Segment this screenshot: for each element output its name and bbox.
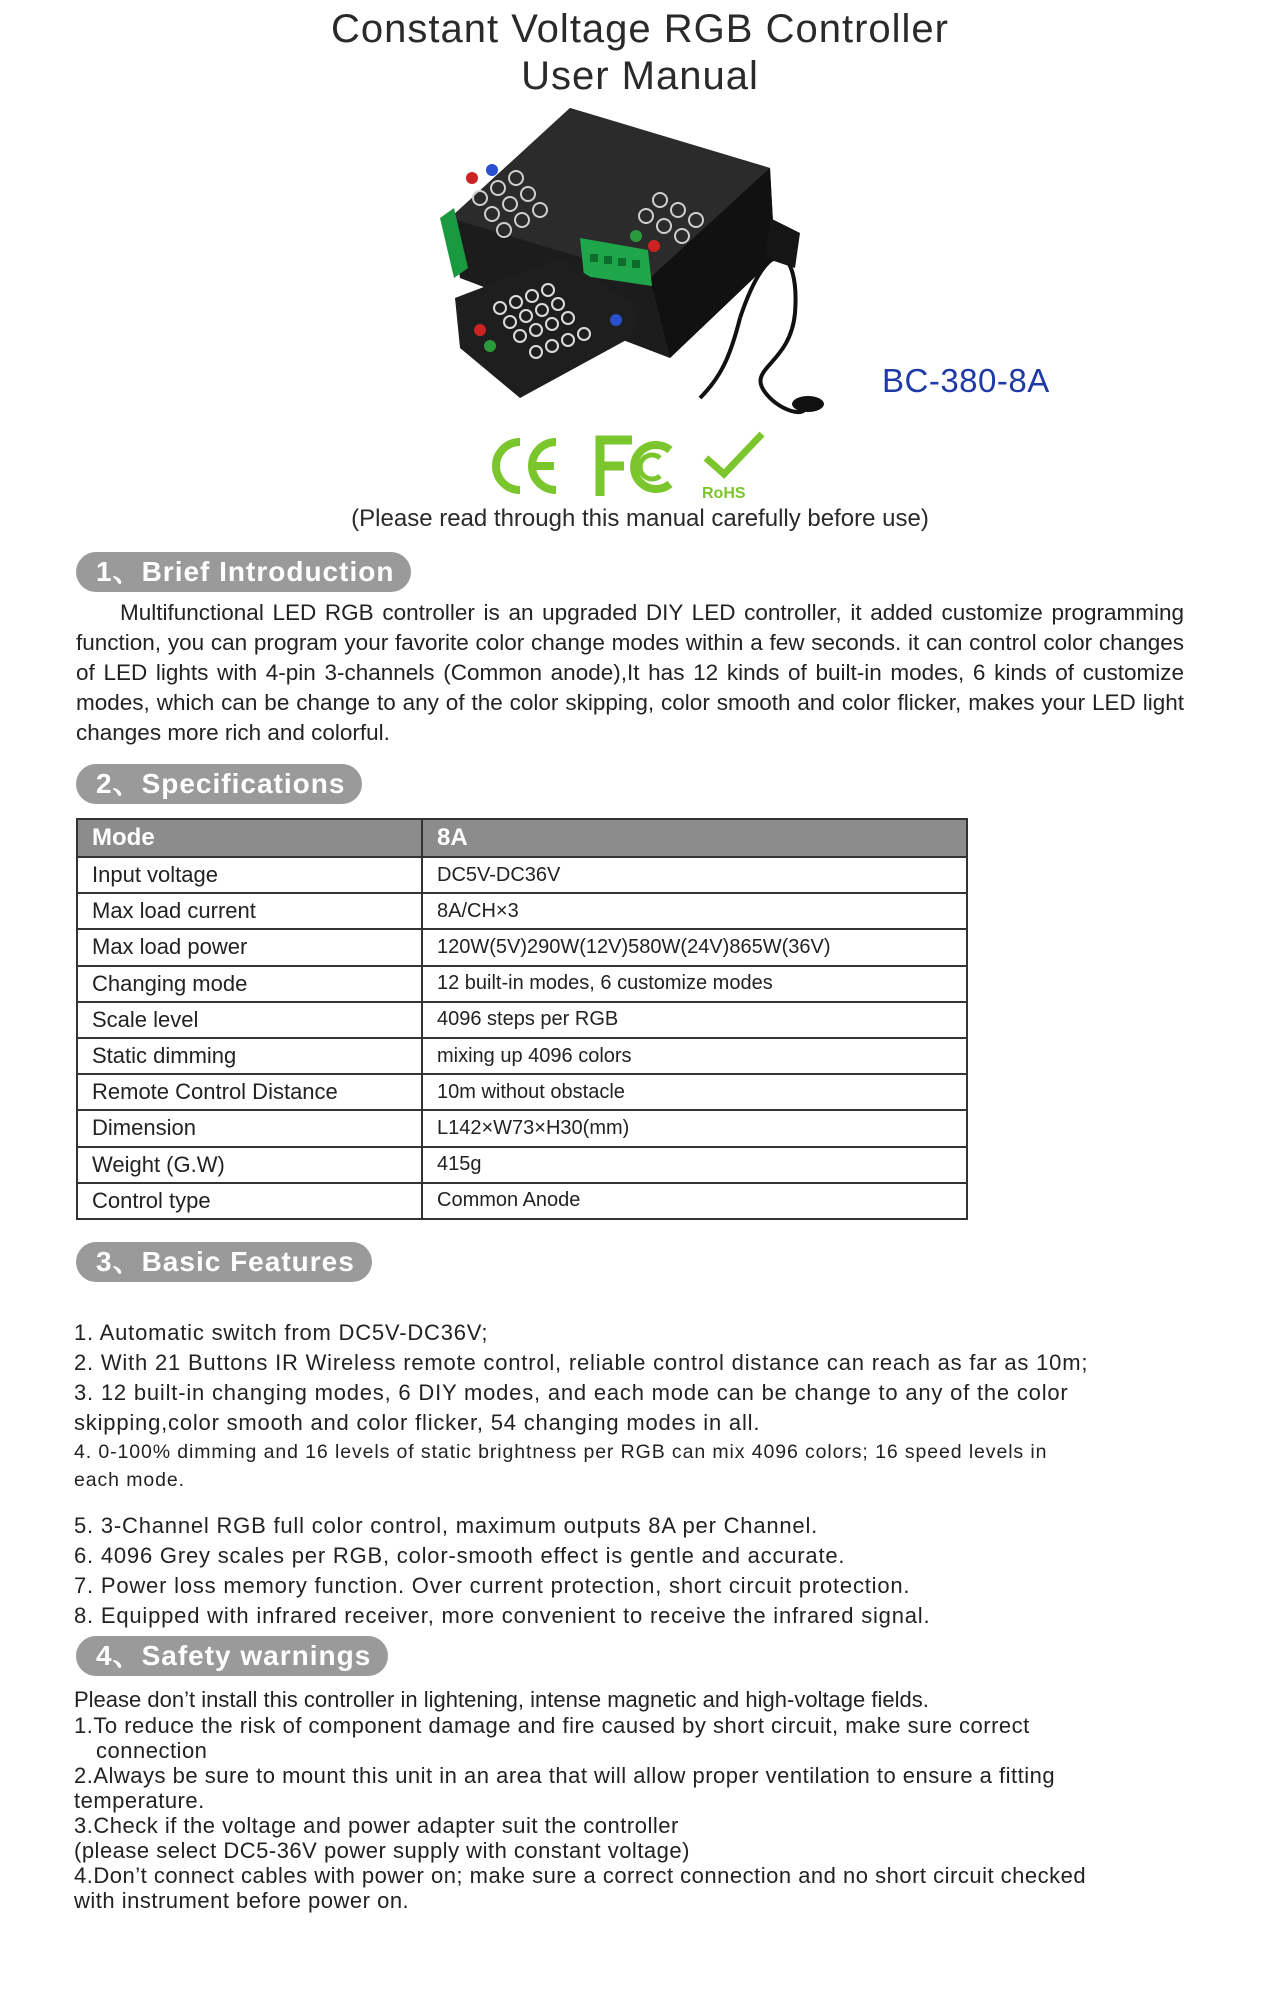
spec-key: Changing mode: [77, 966, 422, 1002]
table-row: [77, 1074, 967, 1110]
spec-value: 4096 steps per RGB: [422, 1002, 967, 1038]
table-header-row: [77, 819, 967, 857]
warning-text: 4.Don’t connect cables with power on; make sure a correct connection and no short circuit checked: [74, 1863, 1087, 1888]
list-item: 2. With 21 Buttons IR Wireless remote control, reliable control distance can reach as far as 10m;: [74, 1350, 1089, 1375]
spec-key: Control type: [77, 1183, 422, 1219]
spec-key: Max load power: [77, 929, 422, 965]
table-row: [77, 893, 967, 929]
list-item: 8. Equipped with infrared receiver, more convenient to receive the infrared signal.: [74, 1603, 931, 1628]
model-number: BC-380-8A: [882, 362, 1050, 399]
list-item: each mode.: [74, 1469, 185, 1491]
list-item: [74, 1863, 1186, 1913]
list-item: [74, 1763, 1186, 1813]
fcc-mark-icon: [594, 430, 674, 502]
spec-value: 120W(5V)290W(12V)580W(24V)865W(36V): [422, 929, 967, 965]
section-heading-intro: 1、Brief Introduction: [76, 552, 411, 592]
features-list-part1: [74, 1318, 1214, 1494]
spec-value: mixing up 4096 colors: [422, 1038, 967, 1074]
spec-key: Scale level: [77, 1002, 422, 1038]
spec-key: Input voltage: [77, 857, 422, 893]
table-row: [77, 1038, 967, 1074]
safety-warnings: [74, 1687, 1186, 1913]
manual-title-line2: User Manual: [521, 54, 759, 98]
spec-key: Remote Control Distance: [77, 1074, 422, 1110]
spec-value: 415g: [422, 1147, 967, 1183]
warning-text-continued: (please select DC5-36V power supply with constant voltage): [74, 1838, 690, 1863]
warning-text-continued: with instrument before power on.: [74, 1888, 410, 1913]
svg-text:RoHS: RoHS: [702, 485, 746, 502]
warning-text-continued: connection: [96, 1738, 208, 1763]
warning-text: 2.Always be sure to mount this unit in an area that will allow proper ventilation to ensure a fitting: [74, 1763, 1056, 1788]
list-item: [74, 1813, 1186, 1863]
section-heading-features: 3、Basic Features: [76, 1242, 372, 1282]
spec-value: 10m without obstacle: [422, 1074, 967, 1110]
intro-text: Multifunctional LED RGB controller is an upgraded DIY LED controller, it added customize programming function, you can program your favorite color change modes within a few seconds. it can control color changes of LED lights with 4-pin 3-channels (Common anode),It has 12 kinds of built-in modes, 6 kinds of customize modes, which can be change to any of the color skipping, color smooth and color flicker, makes your LED light changes more rich and colorful.: [76, 600, 1184, 745]
safety-intro: Please don’t install this controller in lightening, intense magnetic and high-voltage fields.: [74, 1687, 929, 1712]
table-header-key: Mode: [77, 819, 422, 857]
spec-key: Static dimming: [77, 1038, 422, 1074]
spec-value: L142×W73×H30(mm): [422, 1110, 967, 1146]
table-row: [77, 857, 967, 893]
section-heading-safety: 4、Safety warnings: [76, 1636, 388, 1676]
list-item: 7. Power loss memory function. Over current protection, short circuit protection.: [74, 1573, 911, 1598]
table-row: [77, 1110, 967, 1146]
intro-paragraph: [76, 598, 1184, 748]
table-row: [77, 966, 967, 1002]
list-item: 4. 0-100% dimming and 16 levels of static brightness per RGB can mix 4096 colors; 16 speed levels in: [74, 1441, 1048, 1463]
table-row: [77, 1147, 967, 1183]
warning-text-continued: temperature.: [74, 1788, 205, 1813]
list-item: 5. 3-Channel RGB full color control, maximum outputs 8A per Channel.: [74, 1513, 819, 1538]
list-item: skipping,color smooth and color flicker, 54 changing modes in all.: [74, 1410, 761, 1435]
table-row: [77, 929, 967, 965]
specifications-table: [76, 818, 968, 1220]
manual-title-line1: Constant Voltage RGB Controller: [331, 7, 949, 51]
table-row: [77, 1183, 967, 1219]
ce-mark-icon: [490, 430, 560, 502]
table-row: [77, 1002, 967, 1038]
list-item: [74, 1713, 1186, 1763]
controller-product-image: [440, 108, 880, 428]
spec-value: 8A/CH×3: [422, 893, 967, 929]
warning-text: 1.To reduce the risk of component damage and fire caused by short circuit, make sure correct: [74, 1713, 1030, 1738]
spec-value: Common Anode: [422, 1183, 967, 1219]
section-heading-specs: 2、Specifications: [76, 764, 362, 804]
spec-key: Max load current: [77, 893, 422, 929]
list-item: 3. 12 built-in changing modes, 6 DIY modes, and each mode can be change to any of the color: [74, 1380, 1069, 1405]
list-item: 1. Automatic switch from DC5V-DC36V;: [74, 1320, 489, 1345]
list-item: 6. 4096 Grey scales per RGB, color-smooth effect is gentle and accurate.: [74, 1543, 846, 1568]
table-header-value: 8A: [422, 819, 967, 857]
features-list-part2: [74, 1511, 1214, 1631]
spec-value: 12 built-in modes, 6 customize modes: [422, 966, 967, 1002]
spec-key: Weight (G.W): [77, 1147, 422, 1183]
rohs-mark-icon: [700, 430, 770, 502]
spec-value: DC5V-DC36V: [422, 857, 967, 893]
read-manual-note: (Please read through this manual carefully before use): [351, 505, 929, 532]
spec-key: Dimension: [77, 1110, 422, 1146]
warning-text: 3.Check if the voltage and power adapter suit the controller: [74, 1813, 679, 1838]
